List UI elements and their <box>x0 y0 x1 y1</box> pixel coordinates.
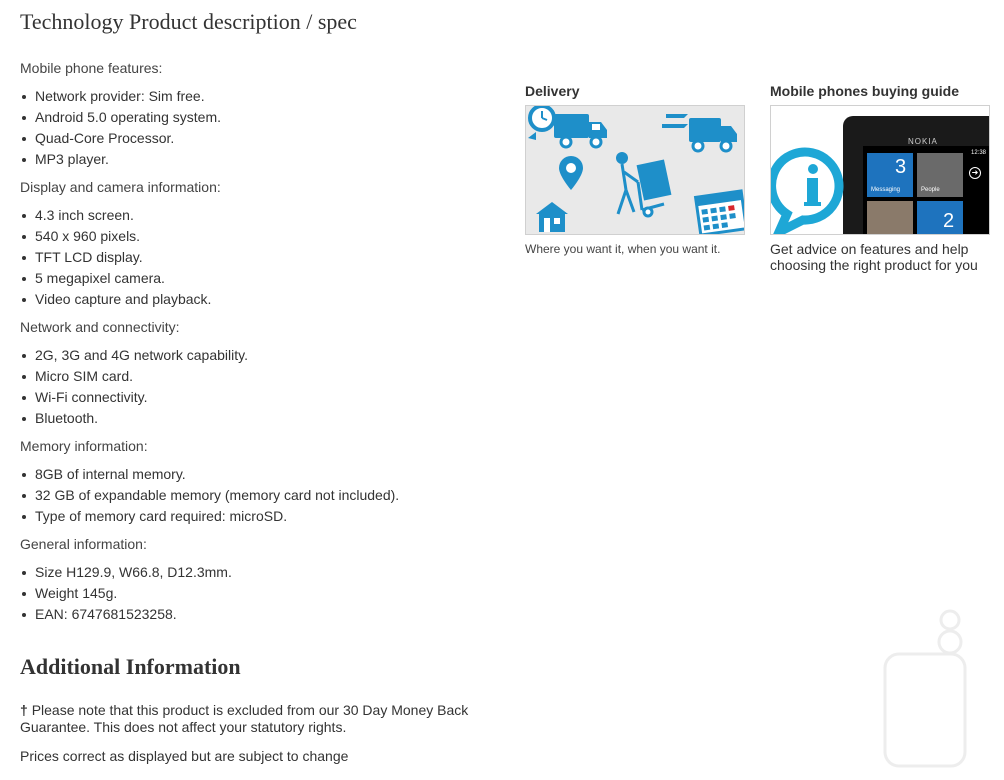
dagger-mark: † <box>20 702 28 718</box>
network-list <box>20 345 248 429</box>
list-item: Type of memory card required: microSD. <box>20 506 399 527</box>
list-item: Android 5.0 operating system. <box>20 107 221 128</box>
section-heading-display: Display and camera information: <box>20 179 221 195</box>
list-item: Weight 145g. <box>20 583 232 604</box>
delivery-promo-caption: Where you want it, when you want it. <box>525 242 721 256</box>
list-item: Micro SIM card. <box>20 366 248 387</box>
buying-guide-image[interactable] <box>770 105 990 235</box>
exclusion-note-text: Please note that this product is excluded from our 30 Day Money Back Guarantee. This does not affect your statutory rights. <box>20 702 469 735</box>
buying-guide-title[interactable]: Mobile phones buying guide <box>770 83 959 99</box>
list-item: 4.3 inch screen. <box>20 205 211 226</box>
features-list <box>20 86 221 170</box>
messaging-tile-label: Messaging <box>871 187 901 193</box>
delivery-promo[interactable] <box>525 83 745 257</box>
list-item: Quad-Core Processor. <box>20 128 221 149</box>
prices-note: Prices correct as displayed but are subject to change <box>20 748 349 764</box>
exclusion-note <box>20 702 490 736</box>
phone-time-label: 12:38 <box>971 150 987 156</box>
list-item: Bluetooth. <box>20 408 248 429</box>
general-list <box>20 562 232 625</box>
list-item: Video capture and playback. <box>20 289 211 310</box>
delivery-illustration[interactable] <box>525 105 745 235</box>
delivery-promo-title[interactable]: Delivery <box>525 83 580 99</box>
buying-guide-promo[interactable] <box>770 83 990 273</box>
list-item: Size H129.9, W66.8, D12.3mm. <box>20 562 232 583</box>
additional-info-title: Additional Information <box>20 654 241 679</box>
phone-brand-label: NOKIA <box>908 137 938 146</box>
list-item: TFT LCD display. <box>20 247 211 268</box>
list-item: Wi-Fi connectivity. <box>20 387 248 408</box>
mail-count: 2 <box>943 210 955 232</box>
list-item: 540 x 960 pixels. <box>20 226 211 247</box>
phonearena-logo-watermark <box>800 600 980 770</box>
arrow-right-icon: ➜ <box>969 167 981 179</box>
memory-list <box>20 464 399 527</box>
page-title: Technology Product description / spec <box>20 9 357 34</box>
list-item: 5 megapixel camera. <box>20 268 211 289</box>
list-item: 32 GB of expandable memory (memory card not included). <box>20 485 399 506</box>
list-item: Network provider: Sim free. <box>20 86 221 107</box>
list-item: MP3 player. <box>20 149 221 170</box>
list-item: 2G, 3G and 4G network capability. <box>20 345 248 366</box>
list-item: 8GB of internal memory. <box>20 464 399 485</box>
people-tile-label: People <box>921 187 940 193</box>
section-heading-network: Network and connectivity: <box>20 319 180 335</box>
section-heading-memory: Memory information: <box>20 438 148 454</box>
list-item: EAN: 6747681523258. <box>20 604 232 625</box>
section-heading-features: Mobile phone features: <box>20 60 163 76</box>
display-list <box>20 205 211 310</box>
messaging-count: 3 <box>895 156 907 178</box>
buying-guide-caption: Get advice on features and help choosing the right product for you <box>770 241 978 273</box>
section-heading-general: General information: <box>20 536 147 552</box>
